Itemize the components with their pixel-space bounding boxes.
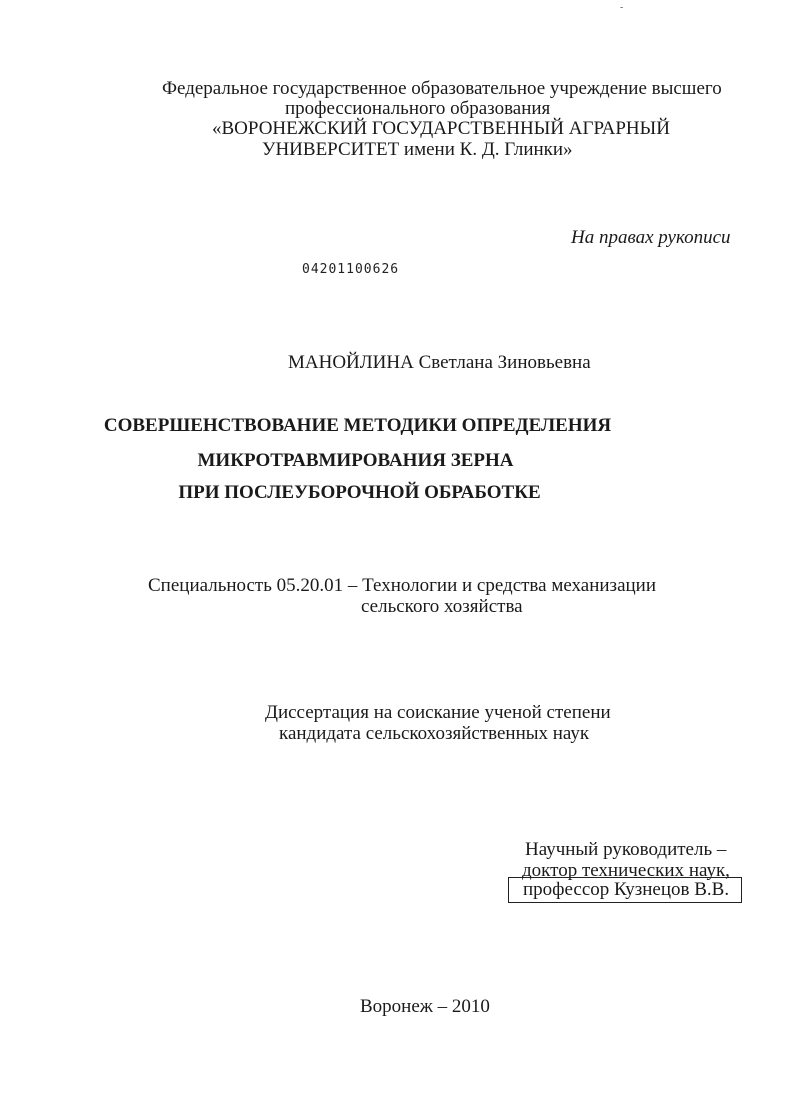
supervisor-name-boxed: профессор Кузнецов В.В. [508, 877, 742, 903]
institution-line-3: «ВОРОНЕЖСКИЙ ГОСУДАРСТВЕННЫЙ АГРАРНЫЙ [212, 118, 670, 139]
catalog-number: 04201100626 [302, 262, 400, 277]
degree-line-2: кандидата сельскохозяйственных наук [279, 723, 590, 744]
title-line-3: ПРИ ПОСЛЕУБОРОЧНОЙ ОБРАБОТКЕ [178, 482, 541, 503]
author-given-names: Светлана Зиновьевна [418, 352, 591, 373]
institution-line-1: Федеральное государственное образовательное учреждение высшего [162, 78, 722, 99]
specialty-line-1: Специальность 05.20.01 – Технологии и средства механизации [148, 575, 656, 596]
corner-mark: - [620, 2, 624, 13]
degree-line-1: Диссертация на соискание ученой степени [265, 702, 611, 723]
author-surname: МАНОЙЛИНА [288, 352, 414, 373]
author-name [288, 352, 591, 374]
supervisor-line-3-box [508, 879, 742, 901]
title-line-1: СОВЕРШЕНСТВОВАНИЕ МЕТОДИКИ ОПРЕДЕЛЕНИЯ [103, 415, 612, 436]
title-line-2: МИКРОТРАВМИРОВАНИЯ ЗЕРНА [197, 450, 514, 471]
supervisor-line-2: доктор технических наук, [522, 860, 730, 881]
place-year: Воронеж – 2010 [360, 996, 490, 1017]
supervisor-line-1: Научный руководитель – [525, 839, 727, 860]
specialty-line-2: сельского хозяйства [361, 596, 523, 617]
institution-line-2: профессионального образования [285, 98, 551, 119]
institution-line-4: УНИВЕРСИТЕТ имени К. Д. Глинки» [262, 139, 573, 160]
manuscript-note: На правах рукописи [571, 227, 731, 248]
